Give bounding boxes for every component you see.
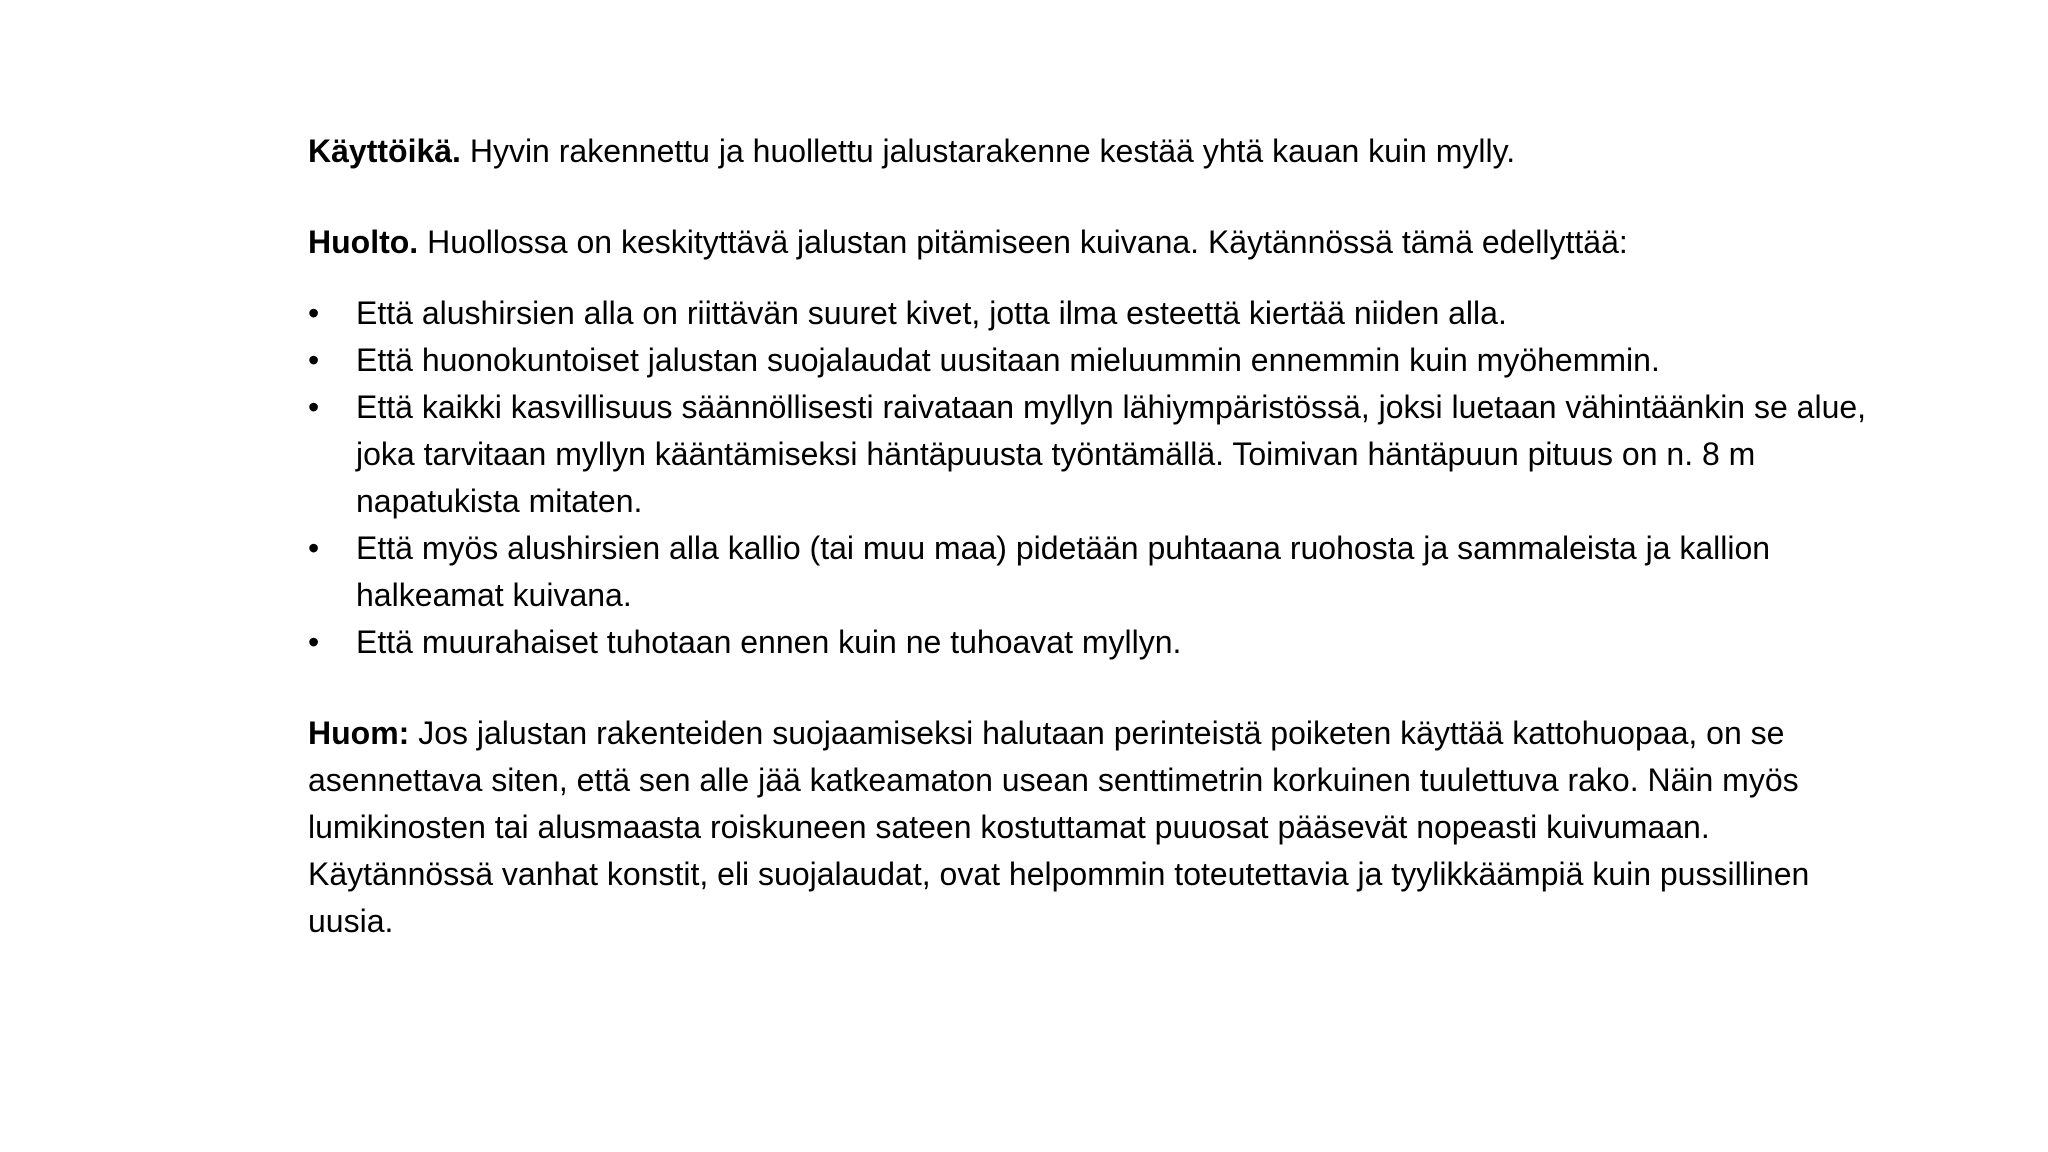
bullet-text: Että huonokuntoiset jalustan suojalaudat uusitaan mieluummin ennemmin kuin myöhemmin. — [356, 342, 1660, 378]
slide-body — [308, 128, 1868, 945]
huom-paragraph — [308, 710, 1868, 945]
spacer — [308, 175, 1868, 219]
kayttoika-label: Käyttöikä. — [308, 133, 461, 169]
huolto-paragraph — [308, 219, 1868, 266]
bullet-item — [308, 619, 1868, 666]
spacer — [308, 266, 1868, 290]
spacer — [308, 666, 1868, 710]
huom-label: Huom: — [308, 715, 410, 751]
huolto-text: Huollossa on keskityttävä jalustan pitämiseen kuivana. Käytännössä tämä edellyttää: — [418, 224, 1628, 260]
huom-text: Jos jalustan rakenteiden suojaamiseksi halutaan perinteistä poiketen käyttää kattohuopaa, on se asennettava siten, että sen alle jää katkeamaton usean senttimetrin korkuinen tuulettuva rako. Näin myös lumikinosten tai alusmaasta roiskuneen sateen kostuttamat puuosat pääsevät nopeasti kuivumaan. Käytännössä vanhat konstit, eli suojalaudat, ovat helpommin toteutettavia ja tyylikkäämpiä kuin pussillinen uusia. — [308, 715, 1810, 939]
bullet-icon: • — [308, 342, 320, 378]
kayttoika-paragraph — [308, 128, 1868, 175]
bullet-icon: • — [308, 389, 320, 425]
kayttoika-text: Hyvin rakennettu ja huollettu jalustarakenne kestää yhtä kauan kuin mylly. — [460, 133, 1516, 169]
bullet-text: Että myös alushirsien alla kallio (tai muu maa) pidetään puhtaana ruohosta ja sammaleista ja kallion halkeamat kuivana. — [356, 530, 1771, 613]
bullet-text: Että kaikki kasvillisuus säännöllisesti raivataan myllyn lähiympäristössä, joksi luetaan vähintäänkin se alue, joka tarvitaan myllyn kääntämiseksi häntäpuusta työntämällä. Toimivan häntäpuun pituus on n. 8 m napatukista mitaten. — [356, 389, 1867, 519]
huolto-label: Huolto. — [308, 224, 419, 260]
bullet-icon: • — [308, 295, 320, 331]
bullet-icon: • — [308, 530, 320, 566]
bullet-icon: • — [308, 624, 320, 660]
bullet-text: Että muurahaiset tuhotaan ennen kuin ne tuhoavat myllyn. — [356, 624, 1182, 660]
bullet-item — [308, 290, 1868, 337]
maintenance-bullet-list — [308, 290, 1868, 666]
bullet-item — [308, 384, 1868, 525]
bullet-item — [308, 337, 1868, 384]
bullet-text: Että alushirsien alla on riittävän suuret kivet, jotta ilma esteettä kiertää niiden alla. — [356, 295, 1507, 331]
bullet-item — [308, 525, 1868, 619]
